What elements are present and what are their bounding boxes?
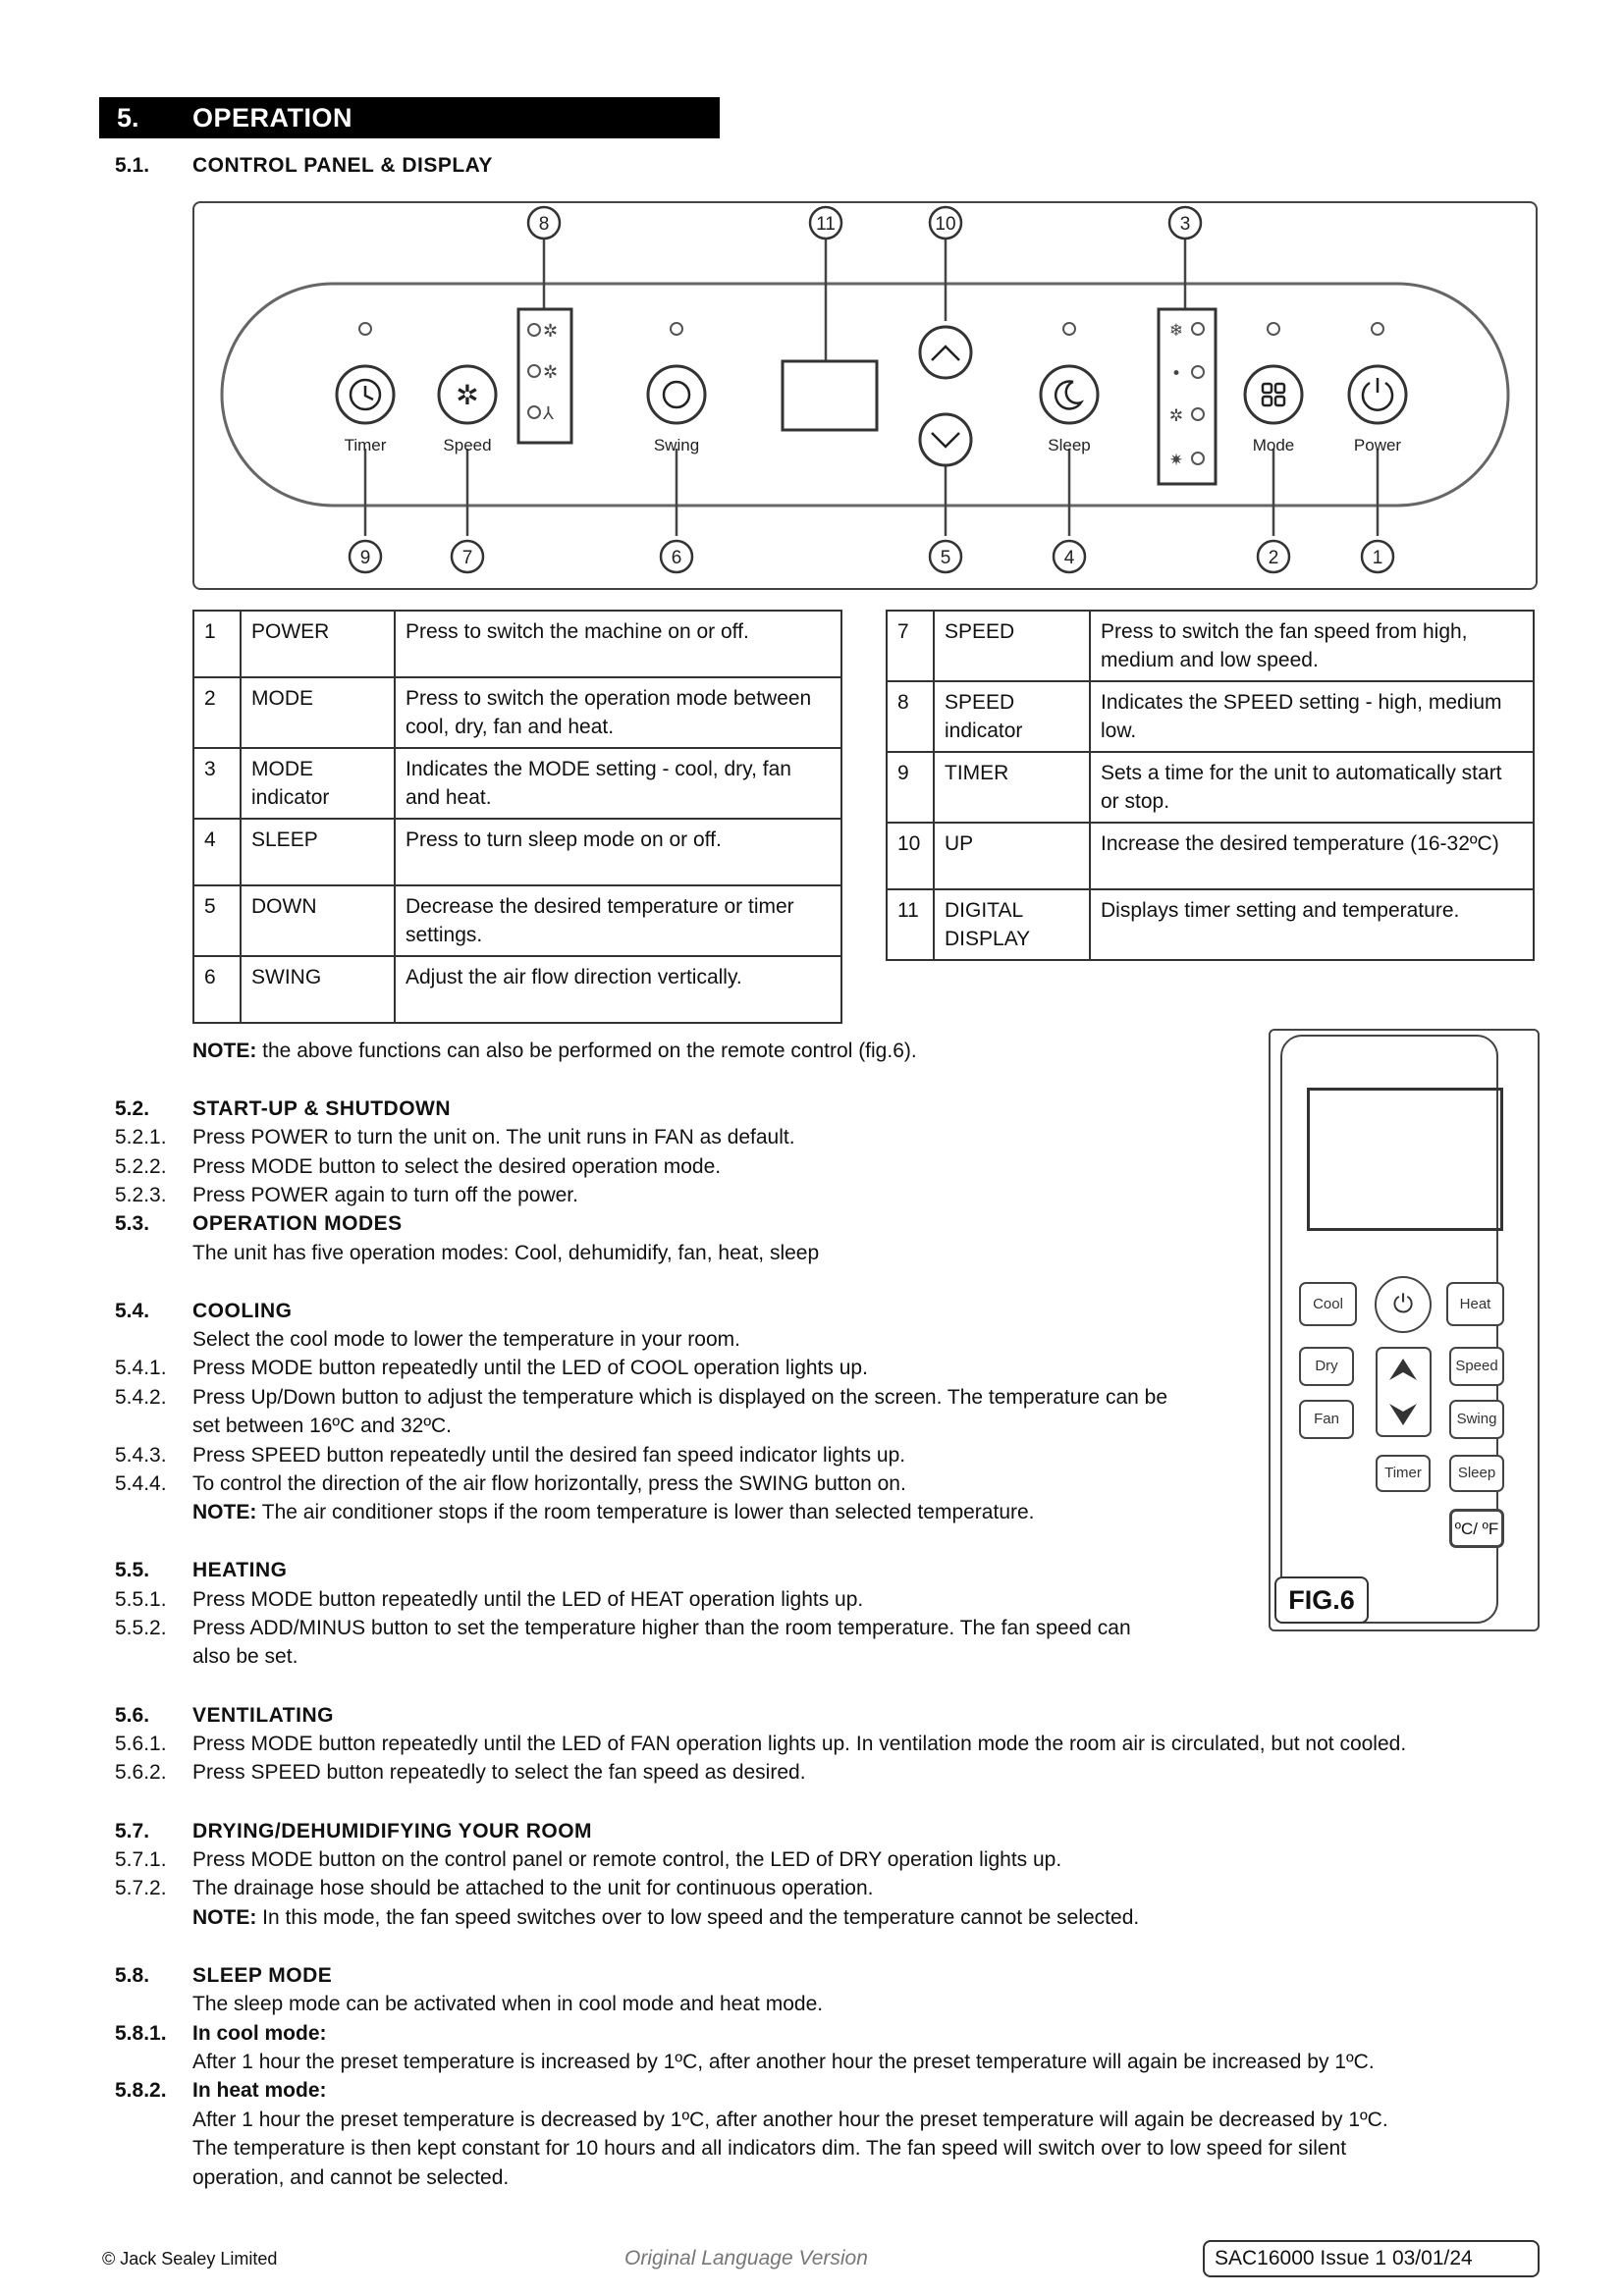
remote-power-button [1375,1276,1432,1333]
cool-mode-icon: ❄ [1168,321,1184,341]
panel-body [222,284,1508,506]
function-table-left [192,610,842,1024]
sleep-label: Sleep [1048,436,1091,454]
sleep-button-shape [1041,366,1098,423]
clause-heading: OPERATION MODES [192,1212,403,1235]
clause-number: 5.7.2. [115,1877,167,1899]
mode-button-shape [1245,366,1302,423]
clause-text: operation, and cannot be selected. [192,2166,510,2189]
clause-text: To control the direction of the air flow horizontally, press the SWING button on. [192,1472,906,1495]
clause-number: 5.2.1. [115,1126,167,1148]
speed-label: Speed [443,436,492,454]
clause-number: 5.7. [115,1820,150,1842]
clause-heading: HEATING [192,1559,288,1581]
table-row: 3 MODE indicator Indicates the MODE setting - cool, dry, fan and heat. [193,748,841,819]
table-row: 11 DIGITAL DISPLAY Displays timer setting and temperature. [887,889,1534,960]
remote-sleep-button: Sleep [1449,1455,1504,1492]
clause-heading: START-UP & SHUTDOWN [192,1097,452,1120]
remote-unit-button: ºC/ ºF [1449,1509,1504,1548]
clause-number: 5.5.2. [115,1617,167,1639]
remote-timer-button: Timer [1376,1455,1431,1492]
clause-number: 5.2.3. [115,1184,167,1206]
remote-arrows [1376,1347,1432,1437]
table-row: 1 POWER Press to switch the machine on or off. [193,611,841,677]
table-row: 10 UP Increase the desired temperature (16-32ºC) [887,823,1534,889]
subsection-title: CONTROL PANEL & DISPLAY [192,154,493,177]
footer-language: Original Language Version [624,2247,868,2269]
remote-screen [1307,1088,1503,1231]
clause-text: Press SPEED button repeatedly until the desired fan speed indicator lights up. [192,1444,906,1467]
clause-number: 5.3. [115,1212,150,1235]
power-label: Power [1353,436,1402,454]
clause-heading: DRYING/DEHUMIDIFYING YOUR ROOM [192,1820,593,1842]
callout-label: 2 [1268,548,1279,568]
section-title-bar [99,97,720,138]
clause-text: Press MODE button repeatedly until the LED of FAN operation lights up. In ventilation mode the room air is circulated, but not cooled. [192,1733,1407,1755]
footer-copyright: © Jack Sealey Limited [102,2249,278,2269]
clause-number: 5.5.1. [115,1588,167,1611]
table-row: 4 SLEEP Press to turn sleep mode on or off. [193,819,841,885]
figure-label: FIG.6 [1274,1576,1369,1624]
remote-note: NOTE: the above functions can also be performed on the remote control (fig.6). [192,1040,917,1062]
clause-number: 5.8.1. [115,2022,167,2045]
callout-label: 9 [359,548,371,568]
clause-text: Press SPEED button repeatedly to select the fan speed as desired. [192,1761,806,1784]
clause-text: In cool mode: [192,2022,327,2045]
dry-mode-icon: • [1170,364,1182,384]
clause-heading: SLEEP MODE [192,1964,333,1987]
mode-label: Mode [1252,436,1295,454]
table-row: 8 SPEED indicator Indicates the SPEED setting - high, medium low. [887,681,1534,752]
clause-text: Press Up/Down button to adjust the temperature which is displayed on the screen. The temperature can be [192,1386,1167,1409]
arrow-up-icon [1389,1359,1417,1380]
remote-swing-button: Swing [1449,1400,1504,1439]
remote-fan-button: Fan [1299,1400,1354,1439]
fan-low-icon: ⅄ [543,403,554,424]
callout-label: 6 [671,548,682,568]
timer-label: Timer [344,436,387,454]
clause-text: The sleep mode can be activated when in cool mode and heat mode. [192,1993,824,2015]
clause-text: also be set. [192,1645,298,1668]
clause-text: After 1 hour the preset temperature is increased by 1ºC, after another hour the preset temperature will again be increased by 1ºC. [192,2051,1375,2073]
table-row: 9 TIMER Sets a time for the unit to automatically start or stop. [887,752,1534,823]
subsection-number: 5.1. [115,154,150,177]
clause-text: In heat mode: [192,2079,327,2102]
control-panel-diagram [192,201,1538,590]
clause-number: 5.4. [115,1300,150,1322]
clause-text: Press MODE button repeatedly until the LED of HEAT operation lights up. [192,1588,864,1611]
clause-number: 5.5. [115,1559,150,1581]
callout-label: 11 [816,214,836,235]
clause-text: Press MODE button repeatedly until the LED of COOL operation lights up. [192,1357,868,1379]
remote-heat-button: Heat [1446,1282,1504,1326]
clause-number: 5.4.2. [115,1386,167,1409]
fan-icon: ✲ [456,379,479,411]
function-table-right [886,610,1535,961]
clause-number: 5.2.2. [115,1155,167,1178]
clause-text: Press POWER to turn the unit on. The unit runs in FAN as default. [192,1126,795,1148]
section-number: 5. [117,103,139,133]
up-button-shape [920,327,971,378]
footer-doc-info: SAC16000 Issue 1 03/01/24 [1203,2240,1540,2277]
clause-number: 5.8.2. [115,2079,167,2102]
clause-text: Select the cool mode to lower the temperature in your room. [192,1328,740,1351]
digital-display [783,361,877,430]
callout-label: 8 [538,214,550,235]
clause-number: 5.4.1. [115,1357,167,1379]
arrow-down-icon [1389,1404,1417,1425]
clause-number: 5.6.2. [115,1761,167,1784]
table-row: 7 SPEED Press to switch the fan speed from high, medium and low speed. [887,611,1534,681]
clause-number: 5.6.1. [115,1733,167,1755]
remote-cool-button: Cool [1299,1282,1357,1326]
fan-mode-icon: ✲ [1168,406,1184,426]
clause-number: 5.7.1. [115,1848,167,1871]
clause-text: Press MODE button to select the desired operation mode. [192,1155,722,1178]
down-button-shape [920,414,971,465]
swing-label: Swing [653,436,700,454]
clause-text: NOTE: In this mode, the fan speed switches over to low speed and the temperature cannot be selected. [192,1906,1140,1929]
clause-number: 5.2. [115,1097,150,1120]
clause-text: NOTE: The air conditioner stops if the room temperature is lower than selected temperature. [192,1501,1035,1523]
callout-label: 5 [940,548,951,568]
clause-text: Press POWER again to turn off the power. [192,1184,578,1206]
callout-label: 7 [461,548,473,568]
clause-heading: VENTILATING [192,1704,334,1727]
clause-number: 5.6. [115,1704,150,1727]
clause-number: 5.8. [115,1964,150,1987]
fan-high-icon: ✲ [543,321,559,342]
heat-mode-icon: ✷ [1168,451,1184,470]
table-row: 5 DOWN Decrease the desired temperature or timer settings. [193,885,841,956]
clause-number: 5.4.4. [115,1472,167,1495]
callout-label: 3 [1179,214,1191,235]
table-row: 2 MODE Press to switch the operation mode between cool, dry, fan and heat. [193,677,841,748]
table-row: 6 SWING Adjust the air flow direction vertically. [193,956,841,1023]
remote-dry-button: Dry [1299,1347,1354,1386]
clause-text: The temperature is then kept constant for 10 hours and all indicators dim. The fan speed will switch over to low speed for silent [192,2137,1347,2160]
fan-medium-icon: ✲ [543,362,559,383]
clause-text: After 1 hour the preset temperature is decreased by 1ºC, after another hour the preset temperature will again be decreased by 1ºC. [192,2109,1388,2131]
clause-text: Press MODE button on the control panel or remote control, the LED of DRY operation lights up. [192,1848,1062,1871]
callout-label: 4 [1063,548,1075,568]
callout-label: 10 [935,214,956,235]
swing-button-shape [648,366,705,423]
power-button-shape [1349,366,1406,423]
section-title: OPERATION [192,103,353,133]
clause-heading: COOLING [192,1300,293,1322]
clause-text: The drainage hose should be attached to the unit for continuous operation. [192,1877,874,1899]
remote-speed-button: Speed [1449,1347,1504,1386]
mode-indicator-box [1159,309,1216,484]
callout-label: 1 [1372,548,1383,568]
clause-text: set between 16ºC and 32ºC. [192,1415,453,1437]
clause-text: The unit has five operation modes: Cool, dehumidify, fan, heat, sleep [192,1242,820,1264]
clause-text: Press ADD/MINUS button to set the temperature higher than the room temperature. The fan speed can [192,1617,1131,1639]
power-icon: ⏻ [1392,1289,1414,1318]
clause-number: 5.4.3. [115,1444,167,1467]
